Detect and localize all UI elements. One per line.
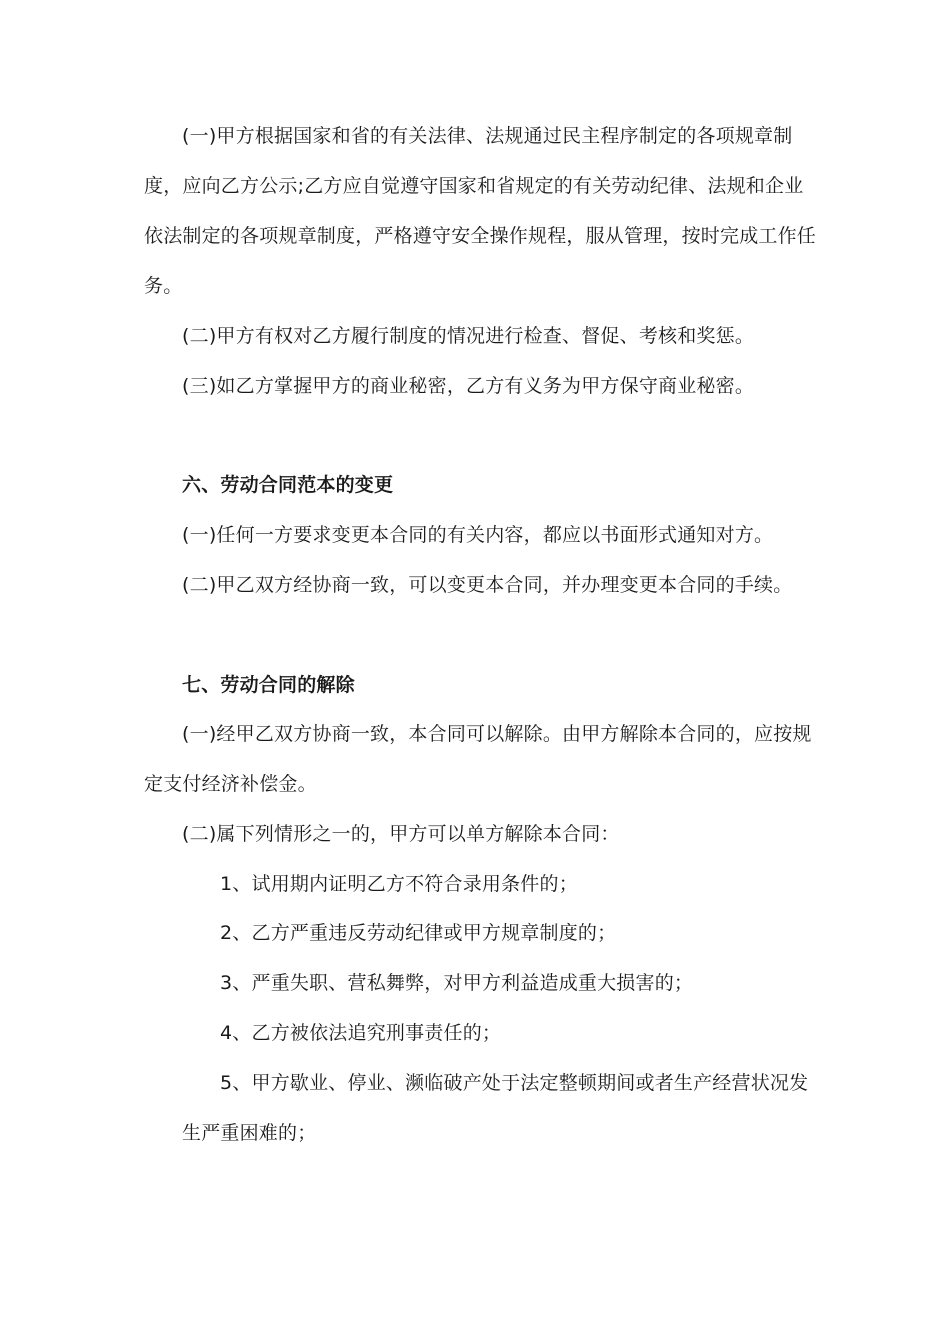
section7-list-item-2: 2、乙方严重违反劳动纪律或甲方规章制度的； [220,922,617,944]
section7-list-item-4: 4、乙方被依法追究刑事责任的； [220,1022,502,1044]
section6-paragraph1: (一)任何一方要求变更本合同的有关内容，都应以书面形式通知对方。 [182,524,774,546]
section6-paragraph2: (二)甲乙双方经协商一致，可以变更本合同，并办理变更本合同的手续。 [182,574,793,596]
section7-list-item-3: 3、严重失职、营私舞弊，对甲方利益造成重大损害的； [220,972,694,994]
section7-paragraph1-line2: 定支付经济补偿金。 [144,773,317,795]
section5-paragraph1-line1: (一)甲方根据国家和省的有关法律、法规通过民主程序制定的各项规章制 [182,125,793,147]
section7-list-item-1: 1、试用期内证明乙方不符合录用条件的； [220,873,578,895]
section5-paragraph1-line4: 务。 [144,275,183,297]
section5-paragraph3: (三)如乙方掌握甲方的商业秘密，乙方有义务为甲方保守商业秘密。 [182,375,755,397]
section7-paragraph1-line1: (一)经甲乙双方协商一致，本合同可以解除。由甲方解除本合同的，应按规 [182,723,812,745]
section7-heading: 七、劳动合同的解除 [182,674,355,696]
section5-paragraph1-line2: 度，应向乙方公示;乙方应自觉遵守国家和省规定的有关劳动纪律、法规和企业 [144,175,804,197]
section5-paragraph2: (二)甲方有权对乙方履行制度的情况进行检查、督促、考核和奖惩。 [182,325,755,347]
section5-paragraph1-line3: 依法制定的各项规章制度，严格遵守安全操作规程，服从管理，按时完成工作任 [144,225,817,247]
section7-paragraph2: (二)属下列情形之一的，甲方可以单方解除本合同： [182,823,620,845]
section7-list-item-5-line2: 生严重困难的； [182,1122,317,1144]
section7-list-item-5-line1: 5、甲方歇业、停业、濒临破产处于法定整顿期间或者生产经营状况发 [220,1072,809,1094]
section6-heading: 六、劳动合同范本的变更 [182,474,394,496]
